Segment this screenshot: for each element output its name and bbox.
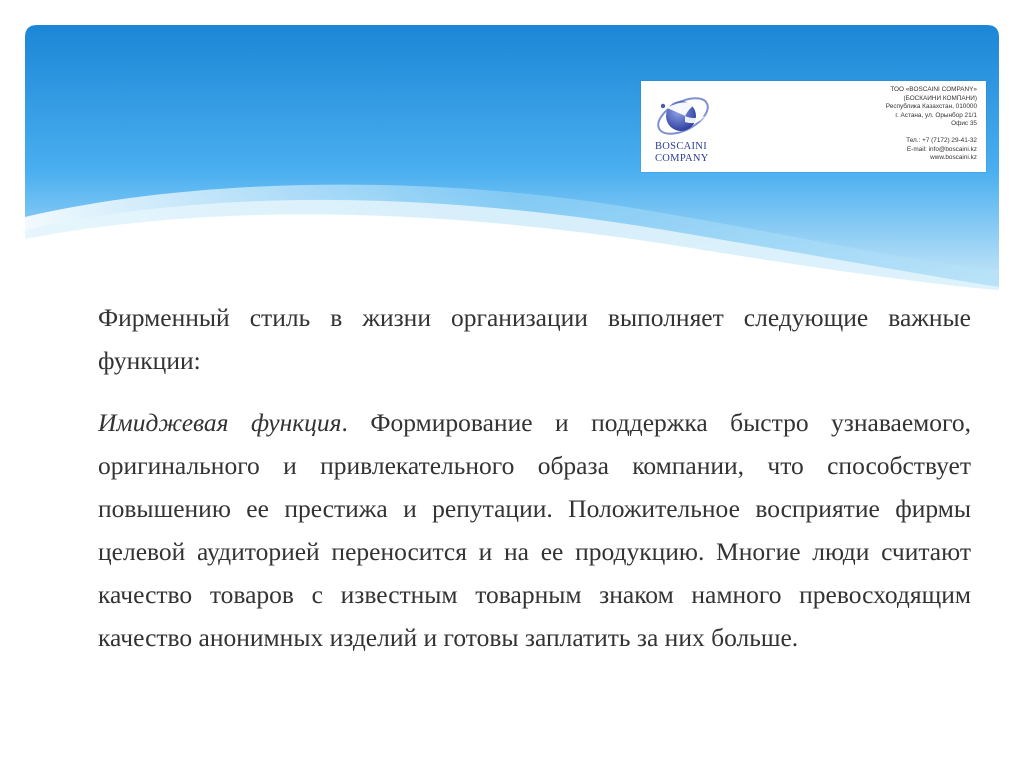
function-title-suffix: .: [341, 408, 348, 437]
company-country: Республика Казахстан, 010000: [885, 103, 977, 111]
company-website: www.boscaini.kz: [930, 154, 977, 162]
company-email: E-mail: info@boscaini.kz: [906, 145, 977, 153]
function-title: Имиджевая функция: [98, 408, 342, 437]
brand-name: [655, 141, 709, 165]
company-street: г. Астана, ул. Орынбор 21/1: [895, 111, 977, 119]
company-contact-block: [886, 86, 977, 163]
function-paragraph: [98, 401, 971, 659]
company-phone: Тел.: +7 (7172) 29-41-32: [906, 136, 977, 144]
company-local-name: (БОСКАИНИ КОМПАНИ): [903, 94, 977, 102]
slide-body: [98, 296, 971, 659]
brand-name-line1: BOSCAINI: [655, 141, 707, 152]
brand-name-line2: COMPANY: [655, 153, 709, 164]
function-description: Формирование и поддержка быстро узнаваемого, оригинального и привлекательного образа компании, что способствует повышению ее престижа и репутации. Положительное восприятие фирмы целевой аудиторией переносится и на ее продукцию. Многие люди считают качество товаров с известным товарным знаком намного превосходящим качество анонимных изделий и готовы заплатить за них больше.: [98, 408, 971, 652]
dove-globe-logo-icon: [645, 86, 725, 144]
company-logo-card: [641, 81, 986, 172]
contact-spacer: [886, 129, 977, 137]
intro-paragraph: Фирменный стиль в жизни организации выполняет следующие важные функции:: [98, 303, 971, 375]
company-office: Офис 35: [951, 120, 977, 128]
company-legal-name: ТОО «BOSCAINI COMPANY»: [890, 86, 977, 93]
